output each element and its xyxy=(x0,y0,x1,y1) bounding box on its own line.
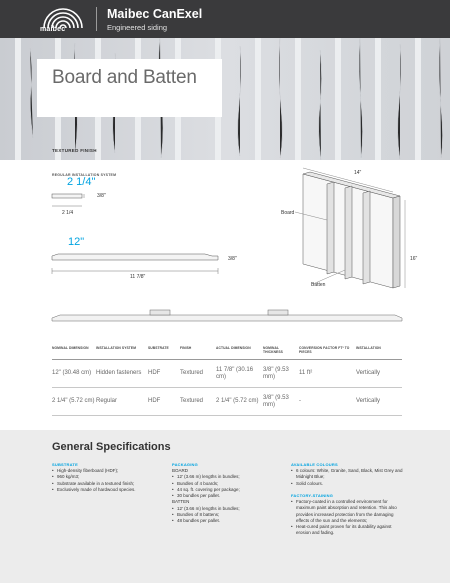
iso-width-dimension: 14" xyxy=(354,170,362,176)
col-header: INSTALLATION SYSTEM xyxy=(96,346,137,350)
specs-title: General Specifications xyxy=(52,441,171,453)
list-item: • Heat-cured paint proven for its durability against erosion and fading. xyxy=(291,524,403,537)
table-cell: Vertically xyxy=(356,398,381,404)
table-header xyxy=(52,346,402,360)
full-profile-drawing xyxy=(52,310,402,321)
general-specifications xyxy=(0,430,450,583)
col-header: SUBSTRATE xyxy=(148,346,169,350)
col-header: FINISH xyxy=(180,346,192,350)
col-header: NOMINAL DIMENSION xyxy=(52,346,89,350)
dimension-table xyxy=(52,346,402,416)
board-base-dimension: 11 7/8" xyxy=(130,274,146,280)
table-cell: Textured xyxy=(180,398,204,404)
batten-base-dimension: 2 1/4 xyxy=(62,210,74,216)
brand-name: Maibec CanExel xyxy=(107,7,203,21)
list-item: • High-density fiberboard (HDF); xyxy=(52,468,160,474)
siding-hero-image xyxy=(0,38,450,160)
brand-tagline: Engineered siding xyxy=(107,23,168,32)
table-cell: HDF xyxy=(148,370,161,376)
colours-list xyxy=(291,468,403,487)
list-item: • 960 kg/m3; xyxy=(52,474,160,480)
table-cell: 2 1/4" (5.72 cm) xyxy=(52,398,95,404)
staining-list xyxy=(291,499,403,537)
table-cell: Hidden fasteners xyxy=(96,370,142,376)
list-item: • Factory-coated in a controlled environment for maximum paint absorption and retention. This also provides increased protection from the damaging effects of the sun and the elements; xyxy=(291,499,403,524)
batten-thickness-dimension: 3/8" xyxy=(97,193,106,199)
table-cell: Regular xyxy=(96,398,118,404)
list-item: • 30 bundles per pallet. xyxy=(172,493,280,499)
table-row xyxy=(52,360,402,388)
list-item: • 48 bundles per pallet. xyxy=(172,518,280,524)
table-cell: Vertically xyxy=(356,370,381,376)
table-cell: 3/8" (9.53 mm) xyxy=(263,394,289,408)
col-header: INSTALLATION xyxy=(356,346,381,350)
batten-subheading: BATTEN xyxy=(172,499,190,505)
substrate-list xyxy=(52,468,160,493)
table-cell: 11 ft² xyxy=(299,370,313,376)
table-cell: 2 1/4" (5.72 cm) xyxy=(216,398,259,404)
col-header: CONVERSION FACTOR FT² TO PIECES xyxy=(299,346,350,354)
isometric-panel-drawing xyxy=(295,168,405,288)
list-item: • 44 sq. ft. covering per package; xyxy=(172,487,280,493)
board-callout: Board xyxy=(281,210,295,216)
table-row xyxy=(52,388,402,416)
board-thickness-dimension: 3/8" xyxy=(228,256,237,262)
table-cell: 3/8" (9.53 mm) xyxy=(263,366,289,380)
list-item: • 12' (3.66 m) lengths in bundles; xyxy=(172,474,280,480)
header-bar xyxy=(0,0,450,38)
iso-height-dimension: 16" xyxy=(410,256,418,262)
batten-width-dimension: 2 1/4" xyxy=(67,176,96,188)
list-item: • Solid colours. xyxy=(291,481,403,487)
header-divider xyxy=(96,7,97,31)
logo-text: maibec xyxy=(40,26,66,33)
technical-drawings xyxy=(0,160,450,330)
table-cell: Textured xyxy=(180,370,204,376)
table-cell: HDF xyxy=(148,398,161,404)
system-label: REGULAR INSTALLATION SYSTEM xyxy=(52,173,117,177)
table-cell: - xyxy=(299,398,301,404)
list-item: • Substrate available in a textured finish; xyxy=(52,481,160,487)
staining-heading: FACTORY-STAINING xyxy=(291,493,334,498)
packaging-heading: PACKAGING xyxy=(172,462,198,467)
table-cell: 12" (30.48 cm) xyxy=(52,370,92,376)
page-title: Board and Batten xyxy=(52,67,197,88)
list-item: • Bundles of 4 boards; xyxy=(172,481,280,487)
col-header: ACTUAL DIMENSION xyxy=(216,346,251,350)
list-item: • 6 colours: White, Granite, Sand, Black, Mist Grey and Midnight Blue; xyxy=(291,468,403,481)
table-cell: 11 7/8" (30.16 cm) xyxy=(216,366,254,380)
board-subheading: BOARD xyxy=(172,468,189,473)
batten-callout: Batten xyxy=(311,282,326,288)
board-profile-drawing xyxy=(52,254,218,274)
colours-heading: AVAILABLE COLOURS xyxy=(291,462,338,467)
packaging-list xyxy=(172,468,280,525)
board-width-dimension: 12" xyxy=(68,236,85,248)
batten-profile-drawing xyxy=(52,194,84,206)
col-header: NOMINAL THICKNESS xyxy=(263,346,283,354)
list-item: • Bundles of 8 battens; xyxy=(172,512,280,518)
list-item: • 12' (3.66 m) lengths in bundles; xyxy=(172,506,280,512)
finish-label: TEXTURED FINISH xyxy=(52,148,97,153)
list-item: • Exclusively made of hardwood species. xyxy=(52,487,160,493)
substrate-heading: SUBSTRATE xyxy=(52,462,78,467)
